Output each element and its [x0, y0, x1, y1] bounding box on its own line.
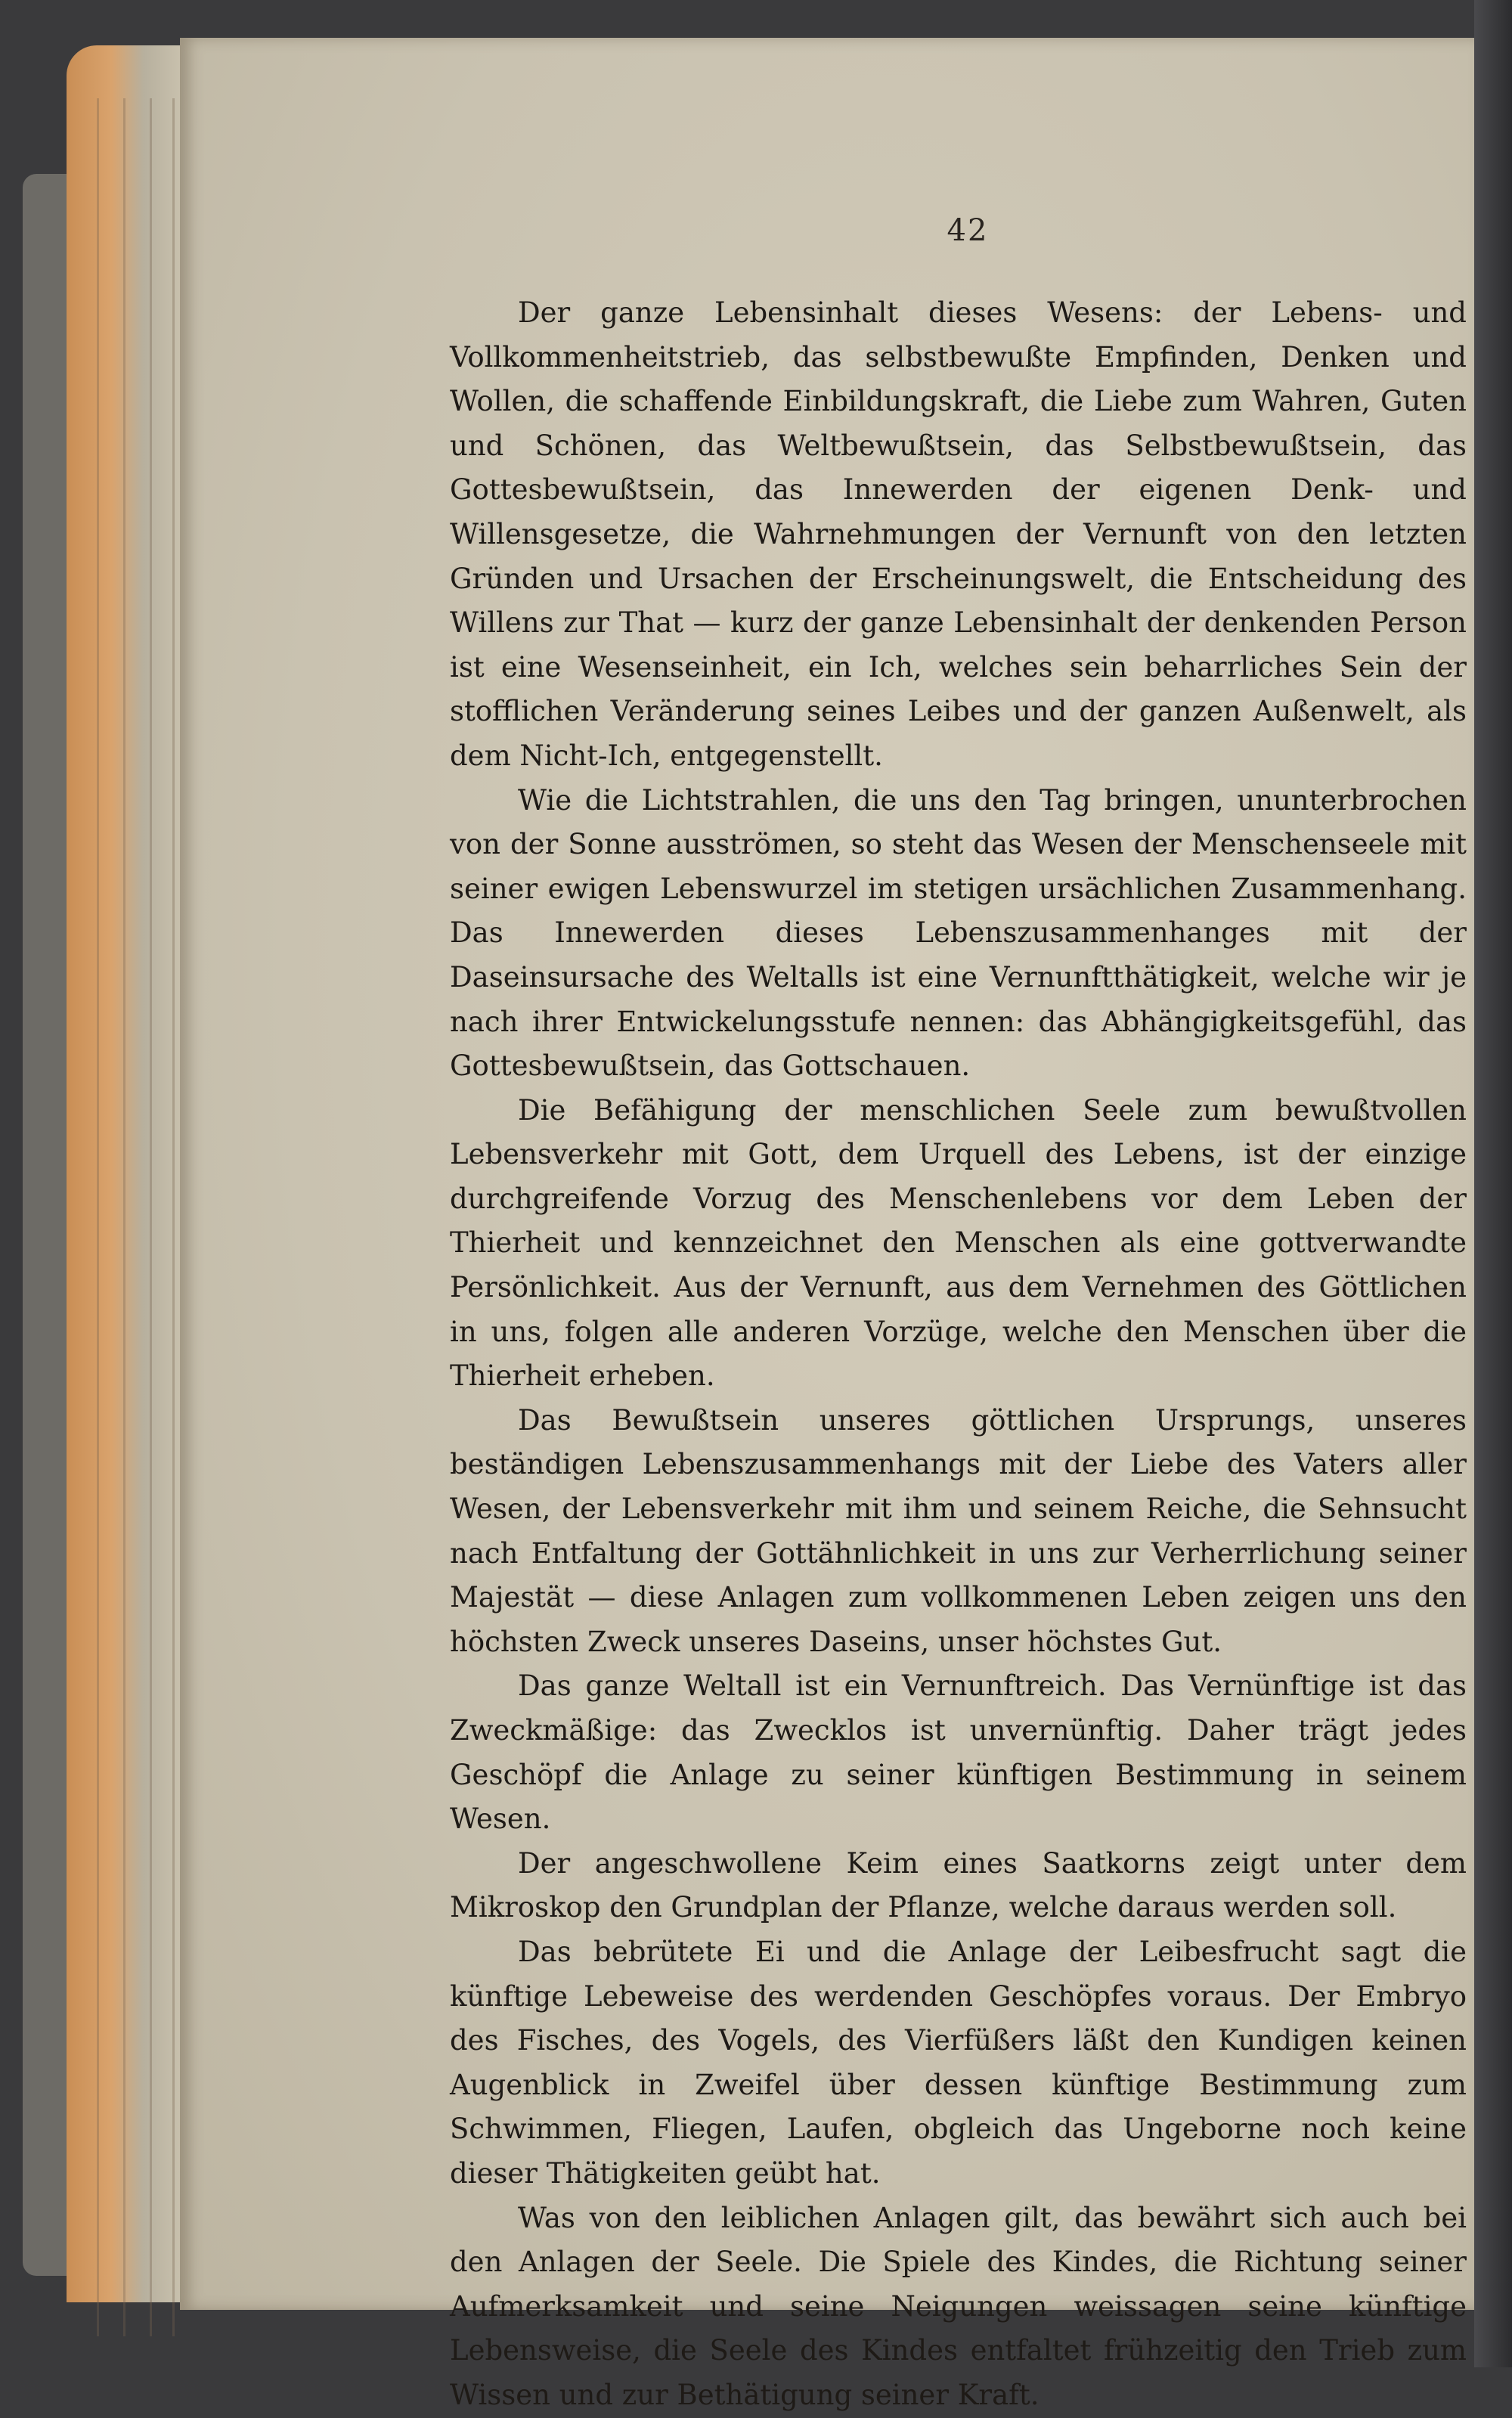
- page-stack-edge: [67, 45, 195, 2302]
- paragraph: Die Befähigung der menschlichen Seele zum bewußtvollen Lebensverkehr mit Gott, dem Urquell des Lebens, ist der einzige durchgreifende Vorzug des Menschenlebens vor dem Leben der Thierheit und kennzeichnet den Menschen als eine gottverwandte Persönlichkeit. Aus der Vernunft, aus dem Vernehmen des Göttlichen in uns, folgen alle anderen Vorzüge, welche den Menschen über die Thierheit erheben.: [450, 1093, 1467, 1393]
- page-edge-line: [97, 98, 99, 2336]
- page-number: 42: [947, 213, 989, 248]
- paragraph: Was von den leiblichen Anlagen gilt, das bewährt sich auch bei den Anlagen der Seele. Die Spiele des Kindes, die Richtung seiner Aufmerksamkeit und seine Neigungen weissagen seine künftige Lebensweise, die Seele des Kindes entfaltet frühzeitig den Trieb zum Wissen und zur Bethätigung seiner Kraft.: [450, 2201, 1467, 2411]
- page-edge-line: [123, 98, 125, 2336]
- paragraph: Das bebrütete Ei und die Anlage der Leibesfrucht sagt die künftige Lebeweise des werdenden Geschöpfes voraus. Der Embryo des Fisches, des Vogels, des Vierfüßers läßt den Kundigen keinen Augenblick in Zweifel über dessen künftige Bestimmung zum Schwimmen, Fliegen, Laufen, obgleich das Ungeborne noch keine dieser Thätigkeiten geübt hat.: [450, 1935, 1467, 2190]
- paragraph: Wie die Lichtstrahlen, die uns den Tag bringen, ununterbrochen von der Sonne ausströmen, so steht das Wesen der Menschenseele mit seiner ewigen Lebenswurzel im stetigen ursächlichen Zusammenhang. Das Innewerden dieses Lebenszusammenhanges mit der Daseinsursache des Weltalls ist eine Vernunftthätigkeit, welche wir je nach ihrer Entwickelungsstufe nennen: das Abhängigkeitsgefühl, das Gottesbewußtsein, das Gottschauen.: [450, 783, 1467, 1083]
- paragraph: Das ganze Weltall ist ein Vernunftreich. Das Vernünftige ist das Zweckmäßige: das Zwecklos ist unvernünftig. Daher trägt jedes Geschöpf die Anlage zu seiner künftigen Bestimmung in seinem Wesen.: [450, 1669, 1467, 1836]
- page-edge-line: [150, 98, 152, 2336]
- body-text: [450, 291, 1467, 2418]
- page-edge-line: [172, 98, 175, 2336]
- paragraph: Der angeschwollene Keim eines Saatkorns zeigt unter dem Mikroskop den Grundplan der Pflanze, welche daraus werden soll.: [450, 1846, 1467, 1924]
- background-right: [1474, 0, 1512, 2367]
- paragraph: Der ganze Lebensinhalt dieses Wesens: der Lebens- und Vollkommenheitstrieb, das selbstbewußte Empfinden, Denken und Wollen, die schaffende Einbildungskraft, die Liebe zum Wahren, Guten und Schönen, das Weltbewußtsein, das Selbstbewußtsein, das Gottesbewußtsein, das Innewerden der eigenen Denk- und Willensgesetze, die Wahrnehmungen der Vernunft von den letzten Gründen und Ursachen der Erscheinungswelt, die Entscheidung des Willens zur That — kurz der ganze Lebensinhalt der denkenden Person ist eine Wesenseinheit, ein Ich, welches sein beharrliches Sein der stofflichen Veränderung seines Leibes und der ganzen Außenwelt, als dem Nicht-Ich, entgegenstellt.: [450, 296, 1467, 772]
- paragraph: Das Bewußtsein unseres göttlichen Ursprungs, unseres beständigen Lebenszusammenhangs mit der Liebe des Vaters aller Wesen, der Lebensverkehr mit ihm und seinem Reiche, die Sehnsucht nach Entfaltung der Gottähnlichkeit in uns zur Verherrlichung seiner Majestät — diese Anlagen zum vollkommenen Leben zeigen uns den höchsten Zweck unseres Daseins, unser höchstes Gut.: [450, 1403, 1467, 1658]
